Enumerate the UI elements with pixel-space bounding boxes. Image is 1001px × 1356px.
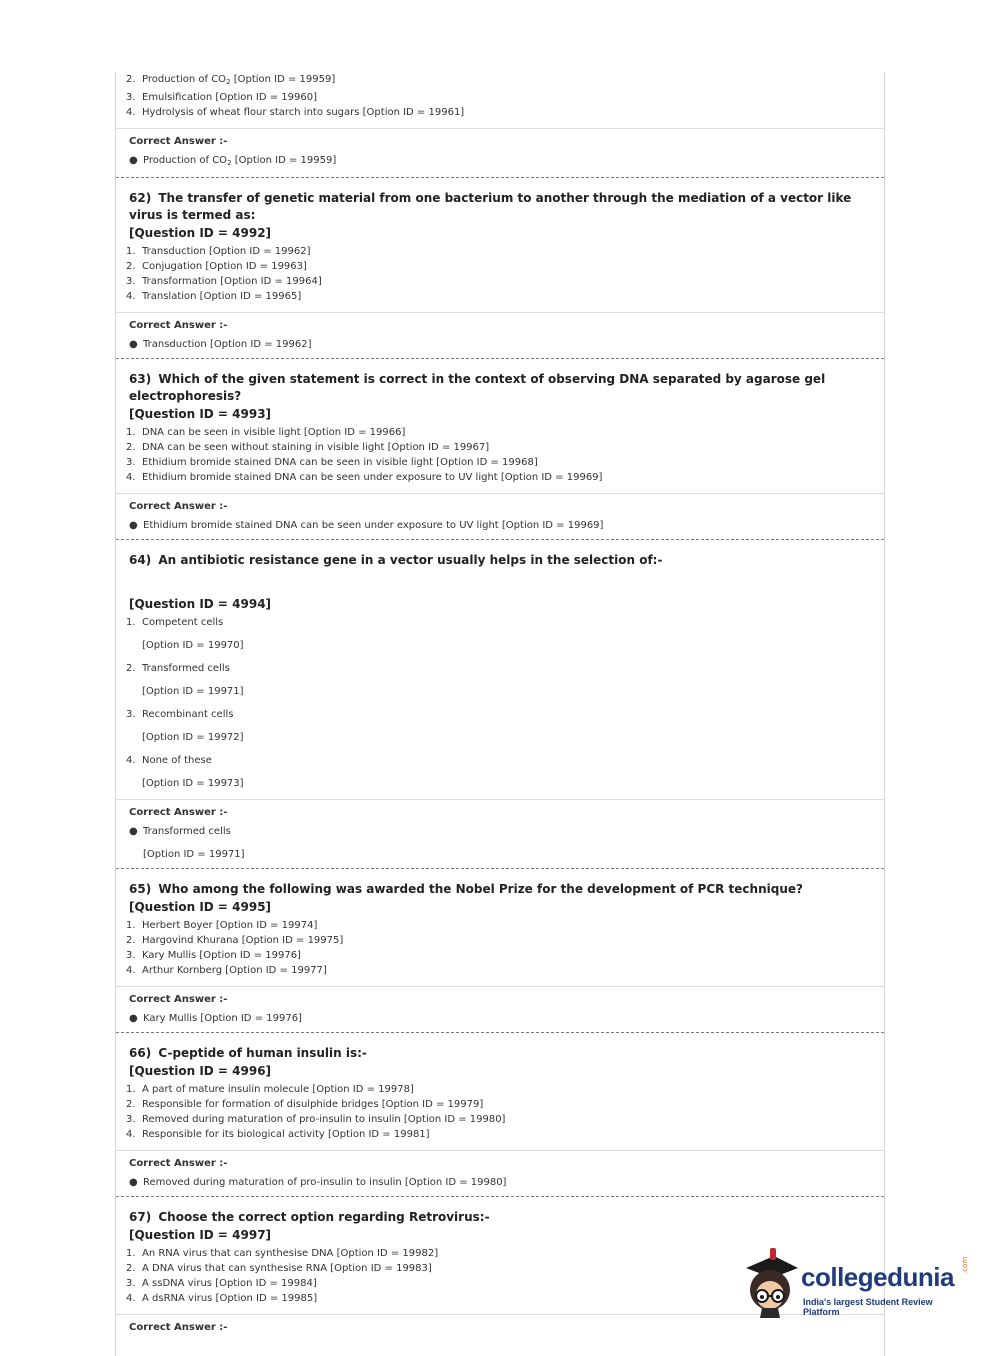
option-list	[126, 1082, 871, 1142]
option: 1. Transduction [Option ID = 19962]	[126, 246, 311, 257]
option: 3. A ssDNA virus [Option ID = 19984]	[126, 1278, 317, 1289]
option: 4. A dsRNA virus [Option ID = 19985]	[126, 1293, 318, 1304]
question-61-continuation	[116, 72, 884, 178]
correct-answer: ● Transduction [Option ID = 19962]	[129, 339, 312, 350]
option: 1. A part of mature insulin molecule [Option ID = 19978]	[126, 1084, 414, 1095]
question-title: 62) The transfer of genetic material from one bacterium to another through the mediation of a vector like virus is termed as:	[129, 191, 852, 222]
option: 2. Transformed cells [Option ID = 19971]	[126, 663, 244, 697]
question-id: [Question ID = 4997]	[129, 1228, 272, 1242]
correct-answer-block	[116, 129, 884, 177]
correct-answer-label: Correct Answer :-	[129, 501, 228, 512]
correct-answer-option-id: [Option ID = 19971]	[143, 849, 245, 860]
correct-answer-label: Correct Answer :-	[129, 320, 228, 331]
option: 1. Competent cells [Option ID = 19970]	[126, 617, 244, 651]
question-id: [Question ID = 4993]	[129, 407, 272, 421]
correct-answer-label: Correct Answer :-	[129, 136, 228, 147]
correct-answer-label: Correct Answer :-	[129, 1322, 228, 1333]
question-66	[116, 1033, 884, 1197]
question-title: 63) Which of the given statement is correct in the context of observing DNA separated by agarose gel electrophoresis?	[129, 372, 826, 403]
correct-answer-block	[116, 987, 884, 1032]
correct-answer: ● Removed during maturation of pro-insulin to insulin [Option ID = 19980]	[129, 1177, 507, 1188]
option: 3. Ethidium bromide stained DNA can be seen in visible light [Option ID = 19968]	[126, 457, 538, 468]
option: 2. Hargovind Khurana [Option ID = 19975]	[126, 935, 344, 946]
collegedunia-logo	[740, 1248, 970, 1328]
option: 4. Hydrolysis of wheat flour starch into sugars [Option ID = 19961]	[126, 107, 465, 118]
option: 3. Emulsification [Option ID = 19960]	[126, 92, 317, 103]
option-list	[126, 615, 871, 791]
correct-answer: ● Production of $CO_2$ [Option ID = 19959]	[129, 155, 337, 167]
option-list	[126, 918, 871, 978]
logo-domain-suffix: .com	[961, 1256, 969, 1274]
bullet-icon: ●	[129, 520, 138, 531]
correct-answer-label: Correct Answer :-	[129, 994, 228, 1005]
option: 4. Translation [Option ID = 19965]	[126, 291, 302, 302]
correct-answer-block	[116, 494, 884, 539]
correct-answer-label: Correct Answer :-	[129, 1158, 228, 1169]
question-64	[116, 540, 884, 869]
option: 2. Responsible for formation of disulphide bridges [Option ID = 19979]	[126, 1099, 484, 1110]
question-title: 66) C-peptide of human insulin is:-	[129, 1046, 367, 1060]
option: 2. Conjugation [Option ID = 19963]	[126, 261, 307, 272]
correct-answer-block	[116, 1151, 884, 1196]
correct-answer: ● Ethidium bromide stained DNA can be seen under exposure to UV light [Option ID = 19969]	[129, 520, 604, 531]
bullet-icon: ●	[129, 339, 138, 350]
question-62	[116, 178, 884, 359]
option: 2. Production of $CO_2$ [Option ID = 19959]	[126, 74, 336, 86]
option-list	[126, 244, 871, 304]
question-id: [Question ID = 4992]	[129, 226, 272, 240]
logo-tagline: India's largest Student Review Platform	[803, 1297, 933, 1317]
option: 4. Ethidium bromide stained DNA can be seen under exposure to UV light [Option ID = 19969]	[126, 472, 603, 483]
question-id: [Question ID = 4995]	[129, 900, 272, 914]
bullet-icon: ●	[129, 1177, 138, 1188]
option: 4. Responsible for its biological activity [Option ID = 19981]	[126, 1129, 430, 1140]
option-list	[126, 425, 871, 485]
question-65	[116, 869, 884, 1033]
correct-answer-block	[116, 313, 884, 358]
question-title: 65) Who among the following was awarded the Nobel Prize for the development of PCR technique?	[129, 882, 803, 896]
logo-wordmark: collegedunia	[801, 1262, 954, 1292]
option: 3. Transformation [Option ID = 19964]	[126, 276, 322, 287]
option: 3. Removed during maturation of pro-insulin to insulin [Option ID = 19980]	[126, 1114, 506, 1125]
question-title: 64) An antibiotic resistance gene in a vector usually helps in the selection of:-	[129, 553, 663, 567]
question-title: 67) Choose the correct option regarding Retrovirus:-	[129, 1210, 490, 1224]
option: 1. Herbert Boyer [Option ID = 19974]	[126, 920, 318, 931]
correct-answer-label: Correct Answer :-	[129, 807, 228, 818]
question-63	[116, 359, 884, 540]
correct-answer-block	[116, 800, 884, 868]
document-page	[115, 72, 885, 1356]
correct-answer: ● Transformed cells	[129, 826, 231, 837]
correct-answer: ● Kary Mullis [Option ID = 19976]	[129, 1013, 302, 1024]
option: 2. A DNA virus that can synthesise RNA [Option ID = 19983]	[126, 1263, 432, 1274]
bullet-icon: ●	[129, 826, 138, 837]
question-id: [Question ID = 4994]	[129, 597, 272, 611]
option: 3. Recombinant cells [Option ID = 19972]	[126, 709, 244, 743]
option: 4. None of these [Option ID = 19973]	[126, 755, 244, 789]
option: 1. DNA can be seen in visible light [Option ID = 19966]	[126, 427, 406, 438]
option: 3. Kary Mullis [Option ID = 19976]	[126, 950, 301, 961]
bullet-icon: ●	[129, 155, 138, 166]
question-id: [Question ID = 4996]	[129, 1064, 272, 1078]
option-list	[116, 72, 884, 128]
mascot-icon	[740, 1248, 802, 1320]
bullet-icon: ●	[129, 1013, 138, 1024]
option: 1. An RNA virus that can synthesise DNA [Option ID = 19982]	[126, 1248, 439, 1259]
option: 2. DNA can be seen without staining in visible light [Option ID = 19967]	[126, 442, 490, 453]
option: 4. Arthur Kornberg [Option ID = 19977]	[126, 965, 327, 976]
